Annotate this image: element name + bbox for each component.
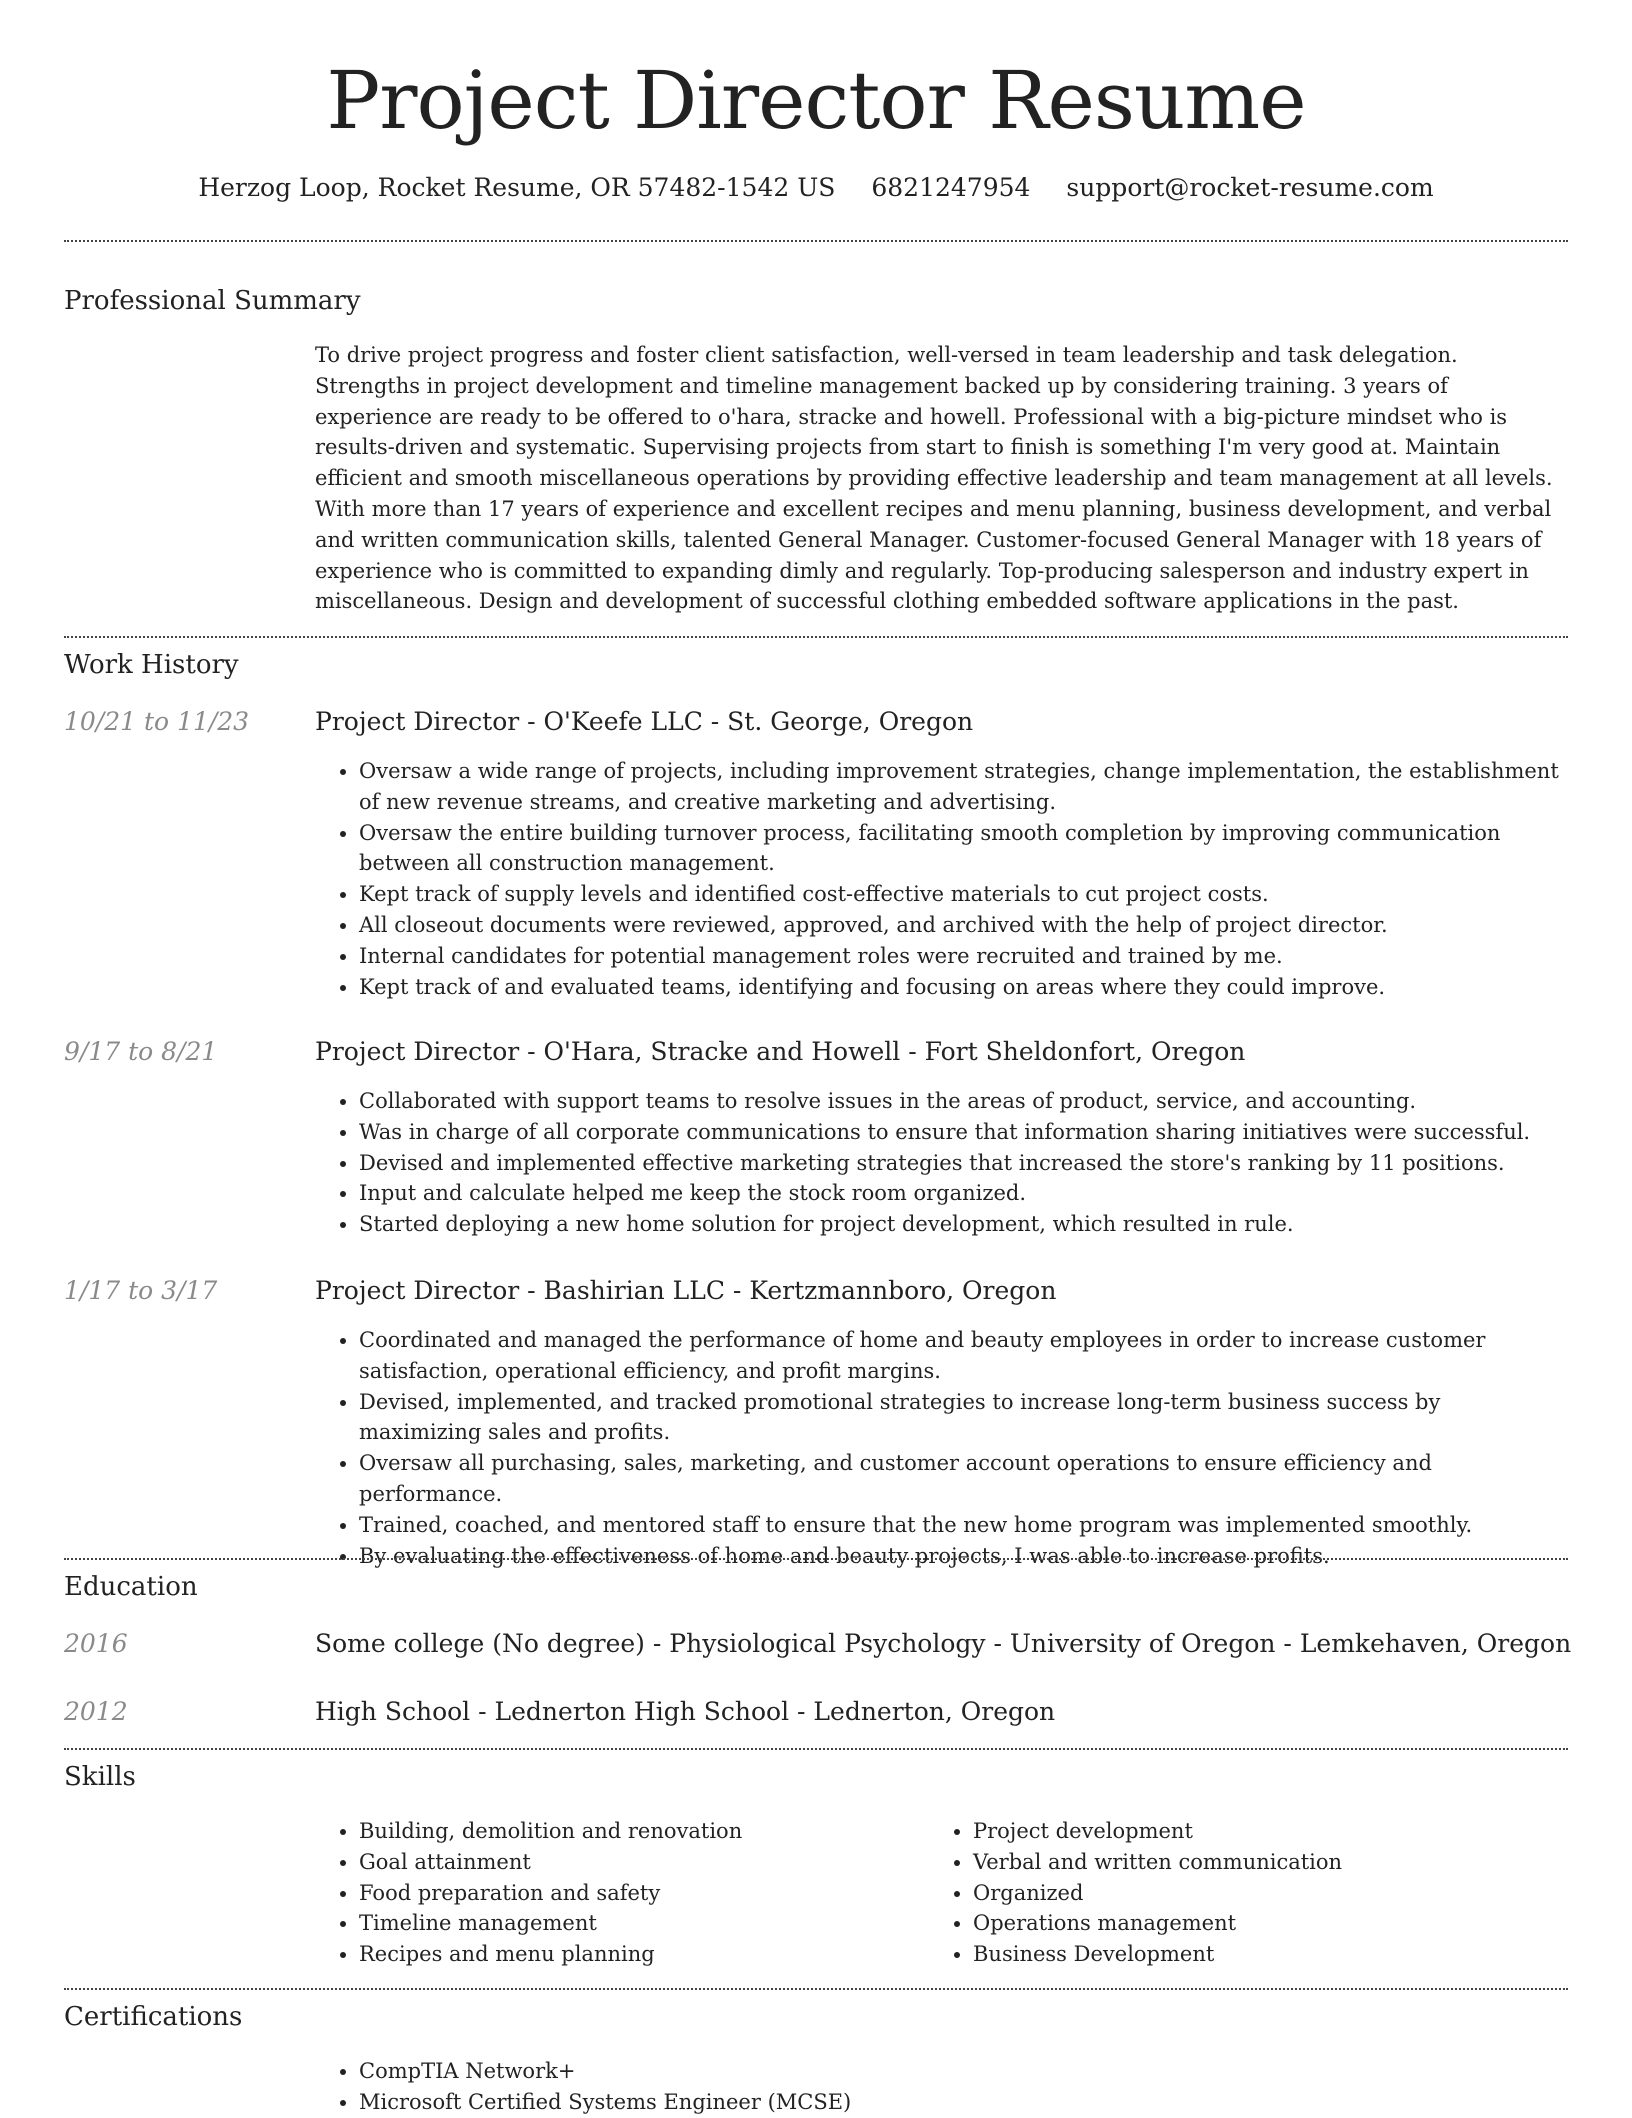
job-bullets bbox=[315, 1325, 1567, 1571]
job-bullet: • Devised and implemented effective marketing strategies that increased the store's ranking by 11 positions. bbox=[359, 1148, 1567, 1179]
skill-item: • Operations management bbox=[973, 1908, 1529, 1939]
job-bullet: • Kept track of and evaluated teams, identifying and focusing on areas where they could improve. bbox=[359, 972, 1567, 1003]
job-dates: 9/17 to 8/21 bbox=[64, 1037, 218, 1066]
contact-line bbox=[0, 170, 1632, 206]
skill-item: • Goal attainment bbox=[359, 1847, 915, 1878]
skill-item: • Organized bbox=[973, 1878, 1529, 1909]
job-bullet: • Oversaw a wide range of projects, including improvement strategies, change implementation, the establishment of new revenue streams, and creative marketing and advertising. bbox=[359, 756, 1567, 818]
skill-item: • Building, demolition and renovation bbox=[359, 1816, 915, 1847]
job-bullet: • By evaluating the effectiveness of home and beauty projects, I was able to increase profits. bbox=[359, 1541, 1567, 1572]
certification-item: • Microsoft Certified Systems Engineer (MCSE) bbox=[359, 2087, 1567, 2118]
skill-item: • Timeline management bbox=[359, 1908, 915, 1939]
job-dates: 1/17 to 3/17 bbox=[64, 1276, 218, 1305]
job-bullet: • Coordinated and managed the performance of home and beauty employees in order to increase customer satisfaction, operational efficiency, and profit margins. bbox=[359, 1325, 1567, 1387]
summary-text: To drive project progress and foster client satisfaction, well-versed in team leadership and task delegation. Strengths in project development and timeline management backed up by considering training. 3 years of experience are ready to be offered to o'hara, stracke and howell. Professional with a big-picture mindset who is results-driven and systematic. Supervising projects from start to finish is something I'm very good at. Maintain efficient and smooth miscellaneous operations by providing effective leadership and team management at all levels. With more than 17 years of experience and excellent recipes and menu planning, business development, and verbal and written communication skills, talented General Manager. Customer-focused General Manager with 18 years of experience who is committed to expanding dimly and regularly. Top-producing salesperson and industry expert in miscellaneous. Design and development of successful clothing embedded software applications in the past. bbox=[315, 343, 1553, 614]
skill-item: • Business Development bbox=[973, 1939, 1529, 1970]
skill-item: • Food preparation and safety bbox=[359, 1878, 915, 1909]
divider bbox=[64, 1988, 1568, 1990]
certification-item: • CompTIA Network+ bbox=[359, 2056, 1567, 2087]
skills-list-right bbox=[929, 1816, 1529, 1970]
section-heading-certifications: Certifications bbox=[64, 2002, 243, 2032]
resume-title: Project Director Resume bbox=[326, 54, 1306, 147]
job-title: Project Director - O'Hara, Stracke and Howell - Fort Sheldonfort, Oregon bbox=[315, 1037, 1246, 1066]
job-bullet: • Trained, coached, and mentored staff to ensure that the new home program was implemented smoothly. bbox=[359, 1510, 1567, 1541]
skill-item: • Project development bbox=[973, 1816, 1529, 1847]
education-year: 2012 bbox=[64, 1697, 128, 1726]
section-heading-education: Education bbox=[64, 1572, 198, 1602]
job-bullet: • Input and calculate helped me keep the stock room organized. bbox=[359, 1178, 1567, 1209]
divider bbox=[64, 240, 1568, 242]
section-heading-skills: Skills bbox=[64, 1762, 136, 1792]
certifications-list bbox=[315, 2056, 1567, 2118]
job-bullets bbox=[315, 756, 1567, 1002]
job-title: Project Director - Bashirian LLC - Kertzmannboro, Oregon bbox=[315, 1276, 1057, 1305]
section-heading-work: Work History bbox=[64, 650, 239, 680]
skills-list-left bbox=[315, 1816, 915, 1970]
education-title: High School - Lednerton High School - Lednerton, Oregon bbox=[315, 1697, 1056, 1726]
job-bullet: • Devised, implemented, and tracked promotional strategies to increase long-term business success by maximizing sales and profits. bbox=[359, 1387, 1567, 1449]
education-title: Some college (No degree) - Physiological Psychology - University of Oregon - Lemkehaven, Oregon bbox=[315, 1629, 1572, 1658]
job-bullet: • All closeout documents were reviewed, approved, and archived with the help of project director. bbox=[359, 910, 1567, 941]
section-heading-summary: Professional Summary bbox=[64, 286, 361, 316]
job-bullet: • Internal candidates for potential management roles were recruited and trained by me. bbox=[359, 941, 1567, 972]
job-bullet: • Oversaw all purchasing, sales, marketing, and customer account operations to ensure efficiency and performance. bbox=[359, 1448, 1567, 1510]
contact-email: support@rocket-resume.com bbox=[1066, 173, 1434, 202]
divider bbox=[64, 636, 1568, 638]
education-year: 2016 bbox=[64, 1629, 128, 1658]
job-bullet: • Was in charge of all corporate communications to ensure that information sharing initiatives were successful. bbox=[359, 1117, 1567, 1148]
job-bullet: • Oversaw the entire building turnover process, facilitating smooth completion by improving communication between all construction management. bbox=[359, 818, 1567, 880]
divider bbox=[64, 1748, 1568, 1750]
job-bullets bbox=[315, 1086, 1567, 1240]
job-bullet: • Kept track of supply levels and identified cost-effective materials to cut project costs. bbox=[359, 879, 1567, 910]
contact-phone: 6821247954 bbox=[871, 173, 1031, 202]
job-dates: 10/21 to 11/23 bbox=[64, 707, 250, 736]
job-bullet: • Collaborated with support teams to resolve issues in the areas of product, service, and accounting. bbox=[359, 1086, 1567, 1117]
job-bullet: • Started deploying a new home solution for project development, which resulted in rule. bbox=[359, 1209, 1567, 1240]
job-title: Project Director - O'Keefe LLC - St. George, Oregon bbox=[315, 707, 974, 736]
skill-item: • Verbal and written communication bbox=[973, 1847, 1529, 1878]
divider bbox=[64, 1558, 1568, 1560]
skill-item: • Recipes and menu planning bbox=[359, 1939, 915, 1970]
contact-address: Herzog Loop, Rocket Resume, OR 57482-1542 US bbox=[198, 173, 836, 202]
